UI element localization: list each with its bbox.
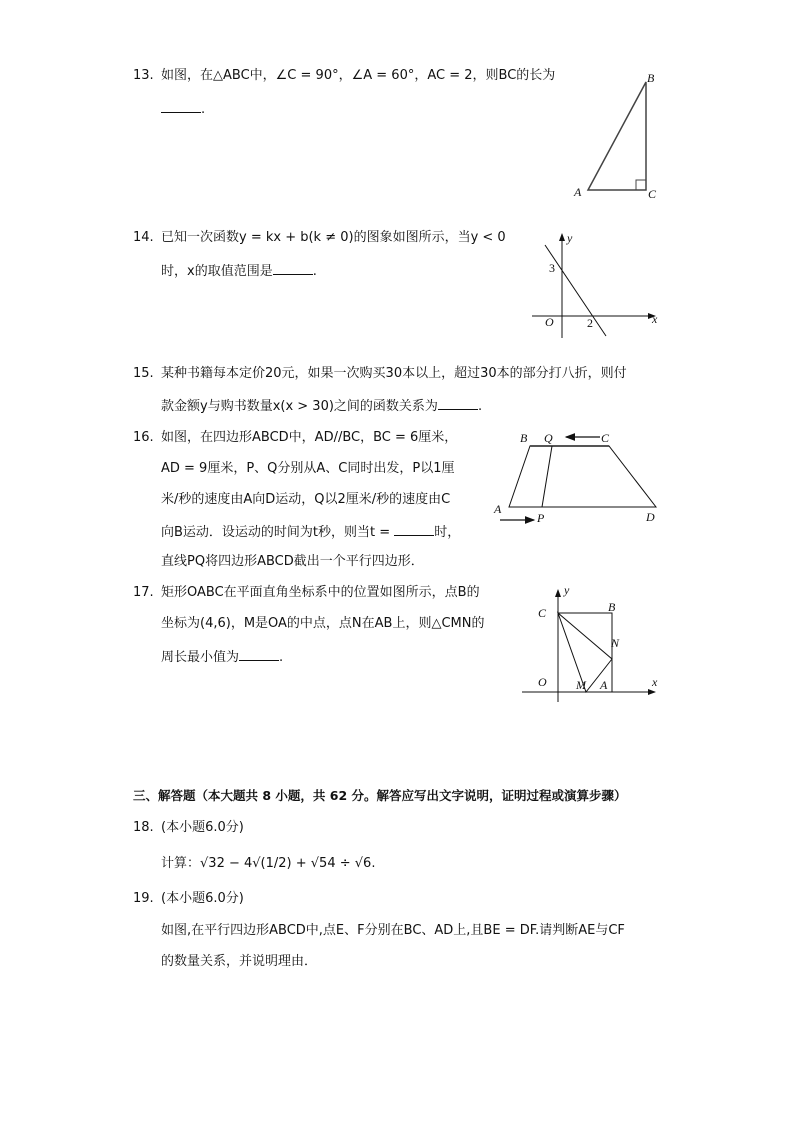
q15-text-2: 款金额y与购书数量x(x > 30)之间的函数关系为 . [161, 399, 483, 414]
fig17-label-a: A [600, 678, 608, 692]
fig13-label-a: A [574, 185, 582, 199]
q18-prompt: 计算：√32 − 4√(1/2) + √54 ÷ √6. [161, 856, 376, 871]
fig16-trapezoid [500, 437, 656, 520]
fig13-label-b: B [647, 71, 655, 85]
fig16-label-b: B [520, 431, 528, 445]
q14-text: 已知一次函数y = kx + b(k ≠ 0)的图象如图所示，当y < 0 [161, 230, 506, 245]
q19-number: 19. [133, 891, 154, 906]
q16-text-3: 米/秒的速度由A向D运动，Q以2厘米/秒的速度由C [161, 492, 451, 507]
q17-number: 17. [133, 585, 154, 600]
fig17-label-m: M [576, 678, 586, 692]
fig17-label-c: C [538, 606, 547, 620]
q16-text-5: 直线PQ将四边形ABCD截出一个平行四边形． [161, 554, 424, 569]
fig16-label-p: P [537, 511, 545, 525]
q18-score: (本小题6.0分) [161, 820, 244, 835]
fig17-label-n: N [611, 636, 620, 650]
q14-number: 14. [133, 230, 154, 245]
fig14-label-3: 3 [549, 261, 555, 275]
fig17-label-b: B [608, 600, 616, 614]
fig17-label-x: x [652, 675, 658, 689]
q17-text-2: 坐标为(4,6)，M是OA的中点，点N在AB上，则△CMN的 [161, 616, 485, 631]
fig13-right-triangle [588, 82, 646, 190]
fig16-label-a: A [494, 502, 502, 516]
q17-text: 矩形OABC在平面直角坐标系中的位置如图所示，点B的 [161, 585, 480, 600]
q15-number: 15. [133, 366, 154, 381]
fig16-label-d: D [646, 510, 655, 524]
q13-text: 如图，在△ABC中，∠C = 90°，∠A = 60°，AC = 2，则BC的长为 [161, 68, 556, 83]
q16-number: 16. [133, 430, 154, 445]
q19-text-2: 的数量关系，并说明理由． [161, 954, 318, 969]
fig16-label-c: C [601, 431, 610, 445]
fig14-function-line [545, 245, 606, 336]
q16-text: 如图，在四边形ABCD中，AD//BC，BC = 6厘米， [161, 430, 458, 445]
q19-score: (本小题6.0分) [161, 891, 244, 906]
fig13-label-c: C [648, 187, 657, 201]
q19-text: 如图,在平行四边形ABCD中,点E、F分别在BC、AD上,且BE = DF.请判断AE与CF [161, 923, 625, 938]
fig14-label-x: x [652, 312, 658, 326]
q17-text-3: 周长最小值为 . [161, 650, 284, 665]
q16-text-2: AD = 9厘米，P、Q分别从A、C同时出发，P以1厘 [161, 461, 455, 476]
q14-text-2: 时，x的取值范围是 . [161, 264, 317, 279]
q13-answer-line: . [161, 100, 205, 118]
fig17-label-y: y [564, 583, 570, 597]
fig17-label-o: O [538, 675, 547, 689]
fig14-label-o: O [545, 315, 554, 329]
fig14-label-2: 2 [587, 316, 593, 330]
q13-number: 13. [133, 68, 154, 83]
q18-number: 18. [133, 820, 154, 835]
fig16-label-q: Q [544, 431, 553, 445]
q15-text: 某种书籍每本定价20元，如果一次购买30本以上，超过30本的部分打八折，则付 [161, 366, 627, 381]
q16-text-4: 向B运动．设运动的时间为t秒，则当t = 时， [161, 525, 461, 540]
q18-expression: √32 − 4√(1/2) + √54 ÷ √6. [200, 856, 376, 871]
fig14-label-y: y [567, 231, 573, 245]
section-heading: 三、解答题（本大题共 8 小题，共 62 分。解答应写出文字说明，证明过程或演算步骤） [133, 788, 627, 803]
